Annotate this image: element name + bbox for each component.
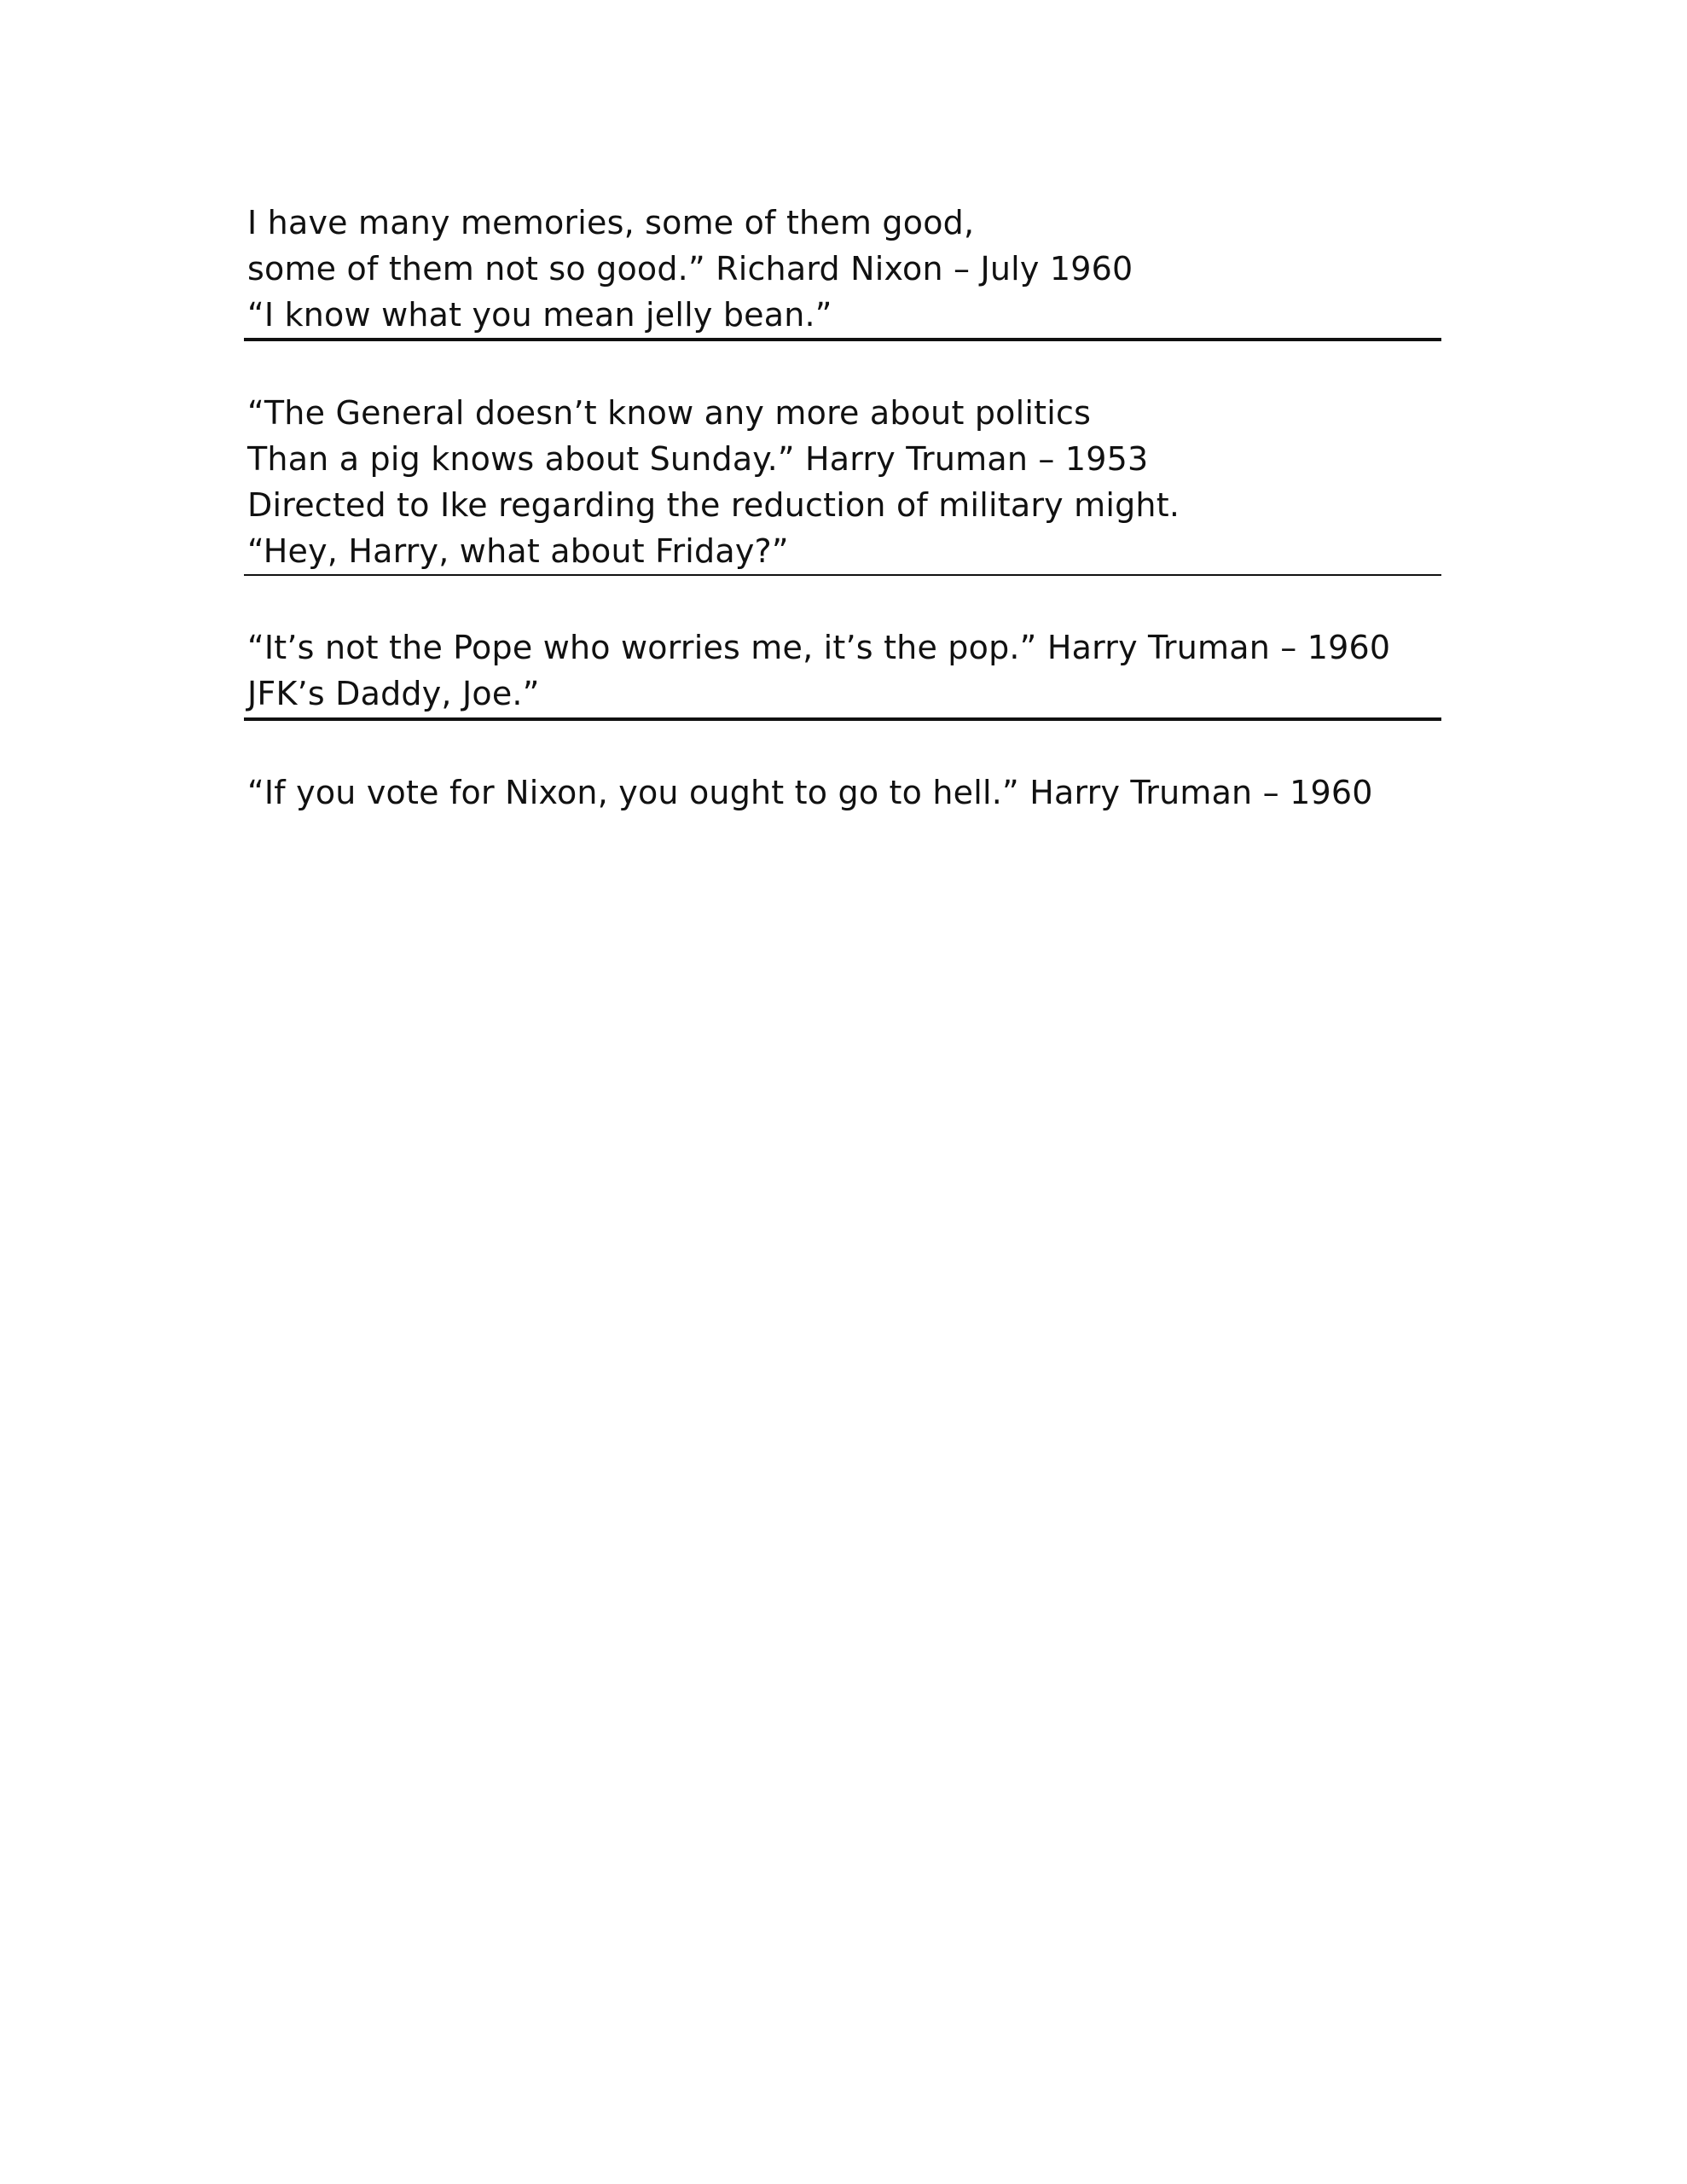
quote-line: Than a pig knows about Sunday.” Harry Truman – 1953 <box>247 440 1149 478</box>
quote-block-nixon-memories <box>247 200 1441 338</box>
quote-line: “If you vote for Nixon, you ought to go to hell.” Harry Truman – 1960 <box>247 774 1373 811</box>
quote-line: “It’s not the Pope who worries me, it’s the pop.” Harry Truman – 1960 <box>247 629 1391 666</box>
quote-block-truman-general <box>247 390 1441 574</box>
quote-line: “The General doesn’t know any more about politics <box>247 394 1092 432</box>
divider-line <box>244 717 1441 721</box>
divider-line <box>244 338 1441 341</box>
quote-line: JFK’s Daddy, Joe.” <box>247 675 540 712</box>
quote-line: “Hey, Harry, what about Friday?” <box>247 532 789 570</box>
quote-block-truman-nixon <box>247 770 1441 816</box>
quote-line: “I know what you mean jelly bean.” <box>247 296 832 334</box>
quote-line: Directed to Ike regarding the reduction of military might. <box>247 486 1180 524</box>
quote-block-truman-pope <box>247 624 1441 717</box>
quote-line: some of them not so good.” Richard Nixon – July 1960 <box>247 250 1133 288</box>
divider-line <box>244 574 1441 576</box>
quote-line: I have many memories, some of them good, <box>247 204 975 241</box>
